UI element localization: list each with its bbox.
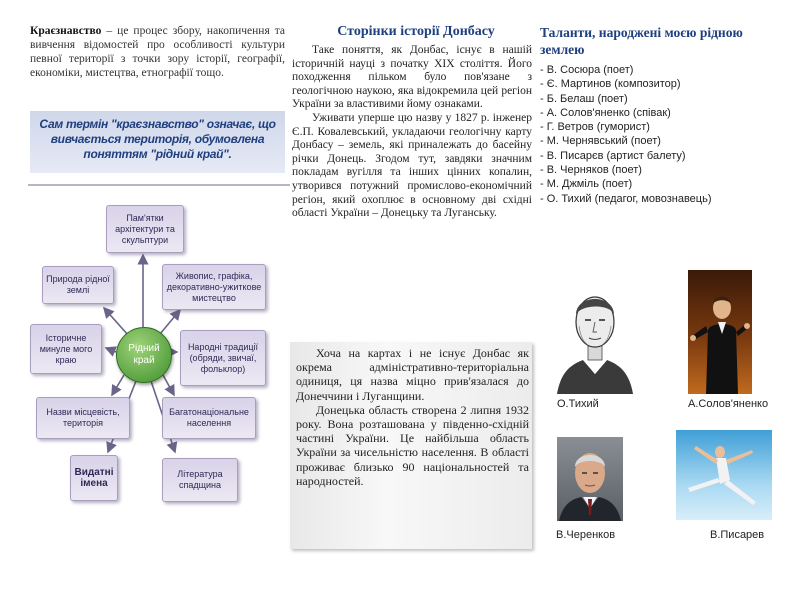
ballet-dancer-image [676,430,772,520]
photo-cherenkov [557,437,623,521]
list-item: - Г. Ветров (гуморист) [540,121,650,134]
photo-tykhyi [555,270,635,394]
arrow-names [112,375,124,395]
donbas-history-text [292,44,532,221]
donetsk-region-box [290,342,532,549]
list-item: - В. Сосюра (поет) [540,64,634,76]
caption-solovianenko: А.Солов'яненко [688,398,769,410]
region-paragraph-1: Хоча на картах і не існує Донбас як окрема адміністративно-територіальна одиниця, ця назва міцно прив'язалася до Донеччини і Луганщини. [296,346,529,403]
node-population: Багатонаціональне населення [162,397,256,439]
photo-pysarev [676,430,772,520]
center-node-native-land: Рідний край [116,327,172,383]
list-item: - Є. Мартинов (композитор) [540,78,681,91]
region-paragraph-2: Донецька область створена 2 липня 1932 року. Вона розташована у південно-східній частині України. Це найбільша область України за чисельністю населення. В області проживає близько 90 національностей та народностей. [296,402,529,488]
node-architecture: Пам'ятки архітектури та скульптури [106,205,184,253]
native-land-diagram [0,190,290,520]
intro-paragraph [30,24,285,80]
portrait-sketch-image [555,270,635,394]
history-paragraph-2: Уживати уперше цю назву у 1827 р. інженер Є.П. Ковалевський, укладаючи геологічну карту Донбасу – земель, які приналежать до басейну річки Донець. Згодом тут, завдяки значним покладам вугілля та інших цінних копалин, утворився потужний промислово-економічний регіон, який охоплює в основному дві східні області України – Донецьку та Луганську. [292,111,532,220]
list-item: - В. Черняков (поет) [540,164,642,177]
history-paragraph-1: Таке поняття, як Донбас, існує в нашій історичній науці з початку XIX століття. Його походження пільком було пов'язане з геологічною наукою, яка відокремила цей регіон України за властивими йому ознаками. [292,44,532,111]
arrow-population [163,375,174,395]
list-item: - О. Тихий (педагог, мовознавець) [540,192,712,205]
arrow-history [106,348,116,352]
caption-tykhyi: О.Тихий [557,398,599,410]
divider [28,184,290,186]
node-people: Видатні імена [70,455,118,501]
node-art: Живопис, графіка, декоративно-ужиткове мистецтво [162,264,266,310]
singer-image [688,270,752,394]
caption-cherenkov: В.Черенков [556,529,616,541]
arrow-art [160,310,180,334]
arrow-nature [104,308,128,335]
node-traditions: Народні традиції (обряди, звичаї, фольклор) [180,330,266,386]
list-item: - Б. Белаш (поет) [540,92,628,105]
caption-pysarev: В.Писарев [710,529,765,541]
node-nature: Природа рідної землі [42,266,114,304]
term-note-text: Сам термін "краєзнавство" означає, що вивчається територія, обумовлена поняттям "рідний край". [39,117,276,161]
photo-solovianenko [688,270,752,394]
node-literature: Література спадщина [162,458,238,502]
intro-text: – це процес збору, накопичення та вивчення відомостей про особливості культури певної території з точки зору історії, географії, економіки, мистецтва, етнографії тощо. [30,25,285,79]
list-item: - М. Джміль (поет) [540,178,633,191]
node-names: Назви місцевість, територія [36,397,130,439]
intro-term: Краєзнавство [30,25,102,37]
term-note-box [30,111,285,173]
list-item: - В. Писарєв (артист балету) [540,149,686,162]
talents-title: Таланти, народжені моєю рідною землею [540,25,743,57]
talents-list [540,63,790,206]
donbas-history-title: Сторінки історії Донбасу [337,24,495,39]
portrait-photo-image [557,437,623,521]
node-history: Історичне минуле мого краю [30,324,102,374]
list-item: - М. Чернявський (поет) [540,135,661,148]
list-item: - А. Солов'яненко (співак) [540,106,671,119]
